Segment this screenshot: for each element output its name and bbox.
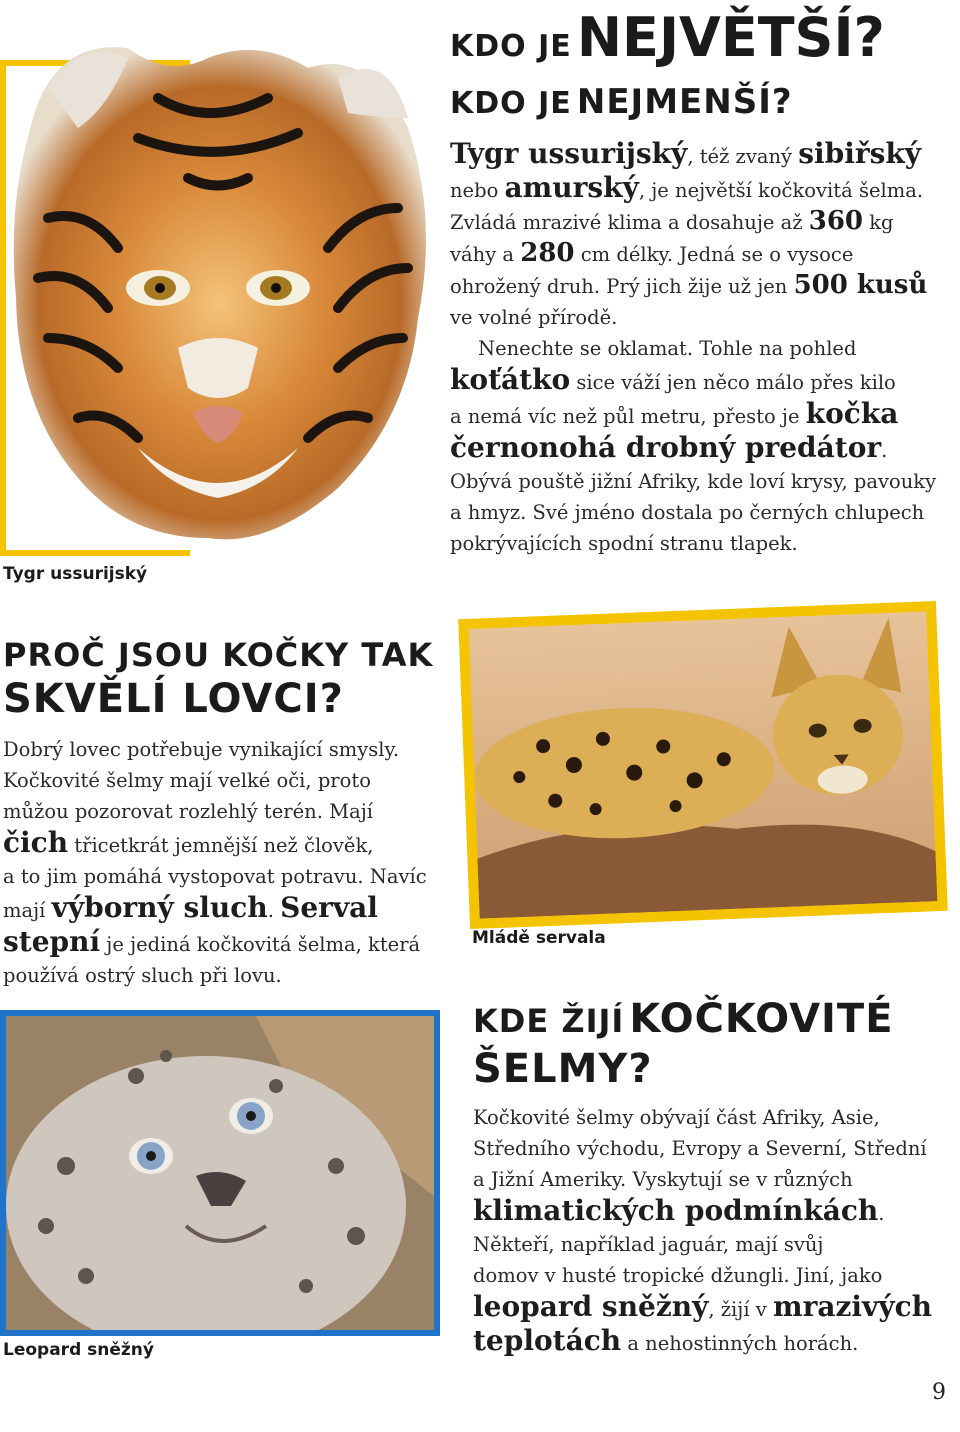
text: , žijí v <box>708 1298 773 1321</box>
heading-biggest-big: NEJVĚTŠÍ? <box>576 6 885 69</box>
value-count: 500 kusů <box>793 270 928 300</box>
term-black-footed-cat: černonohá drobný predátor <box>450 431 882 464</box>
text: cm délky. Jedná se o vysoce <box>574 243 854 266</box>
text: , je největší kočkovitá šelma. <box>638 179 924 202</box>
snow-leopard-caption: Leopard sněžný <box>3 1340 154 1360</box>
heading-smallest <box>450 82 793 122</box>
value-length: 280 <box>520 238 575 268</box>
heading-where-big1: KOČKOVITÉ <box>629 996 894 1042</box>
term-cat: kočka <box>805 397 899 430</box>
text: používá ostrý sluch při lovu. <box>3 964 282 987</box>
text: Zvládá mrazivé klima a dosahuje až <box>450 211 809 234</box>
text: . <box>878 1202 885 1225</box>
heading-biggest-small: KDO JE <box>450 29 572 64</box>
text: domov v husté tropické džungli. Jiní, jako <box>473 1264 883 1287</box>
tiger-caption: Tygr ussurijský <box>3 564 148 584</box>
tiger-photo <box>8 18 438 558</box>
text: Nenechte se oklamat. Tohle na pohled <box>478 337 857 360</box>
term-serval: Serval <box>280 891 378 924</box>
heading-where <box>473 996 894 1042</box>
text: můžou pozorovat rozlehlý terén. Mají <box>3 800 373 823</box>
term-smell: čich <box>3 826 69 859</box>
text: ve volné přírodě. <box>450 306 618 329</box>
heading-hunters-big: SKVĚLÍ LOVCI? <box>3 676 344 722</box>
hunters-paragraph <box>3 734 458 991</box>
text: Někteří, například jaguár, mají svůj <box>473 1233 824 1256</box>
text: a nemá víc než půl metru, přesto je <box>450 405 806 428</box>
text: Obývá pouště jižní Afriky, kde loví krysy, pavouky <box>450 470 937 493</box>
heading-where-small: KDE ŽIJÍ <box>473 1002 625 1040</box>
text: Dobrý lovec potřebuje vynikající smysly. <box>3 738 400 761</box>
text: sice váží jen něco málo přes kilo <box>570 371 896 394</box>
term-hearing: výborný sluch <box>51 891 268 924</box>
text: Kočkovité šelmy obývají část Afriky, Asie, <box>473 1106 880 1129</box>
page-number: 9 <box>932 1380 946 1405</box>
text: třicetkrát jemnější než člověk, <box>68 834 374 857</box>
text: váhy a <box>450 243 521 266</box>
term-snow-leopard: leopard sněžný <box>473 1290 709 1323</box>
text: a to jim pomáhá vystopovat potravu. Navíc <box>3 865 427 888</box>
text: . <box>267 899 281 922</box>
heading-smallest-big: NEJMENŠÍ? <box>576 82 793 122</box>
serval-caption: Mládě servala <box>472 928 606 948</box>
term-temperatures: teplotách <box>473 1324 622 1357</box>
text: Středního východu, Evropy a Severní, Střední <box>473 1137 927 1160</box>
text: ohrožený druh. Prý jich žije už jen <box>450 275 794 298</box>
value-weight: 360 <box>808 206 864 236</box>
text: a nehostinných horách. <box>621 1332 859 1355</box>
text: . <box>881 439 888 462</box>
term-freezing: mrazivých <box>773 1290 933 1323</box>
term-climate: klimatických podmínkách <box>473 1194 879 1227</box>
heading-hunters-small: PROČ JSOU KOČKY TAK <box>3 636 434 674</box>
text: a hmyz. Své jméno dostala po černých chlupech <box>450 501 925 524</box>
text: Kočkovité šelmy mají velké oči, proto <box>3 769 371 792</box>
where-paragraph <box>473 1102 958 1359</box>
tiger-paragraph <box>450 138 955 559</box>
term-steppe: stepní <box>3 925 101 958</box>
heading-biggest <box>450 6 885 69</box>
text: a Jižní Ameriky. Vyskytují se v různých <box>473 1168 853 1191</box>
text: je jediná kočkovitá šelma, která <box>100 933 421 956</box>
text: mají <box>3 899 52 922</box>
term-amur: amurský <box>504 171 639 204</box>
serval-photo <box>469 611 938 918</box>
text: pokrývajících spodní stranu tlapek. <box>450 532 798 555</box>
term-ussuri-tiger: Tygr ussurijský <box>450 137 688 170</box>
term-siberian: sibiřský <box>798 137 922 170</box>
heading-where-big2: ŠELMY? <box>473 1046 653 1092</box>
text: nebo <box>450 179 505 202</box>
snow-leopard-photo <box>6 1016 434 1330</box>
term-kitten: koťátko <box>450 363 571 396</box>
heading-smallest-small: KDO JE <box>450 86 572 121</box>
text: kg <box>863 211 894 234</box>
text: , též zvaný <box>687 145 799 168</box>
